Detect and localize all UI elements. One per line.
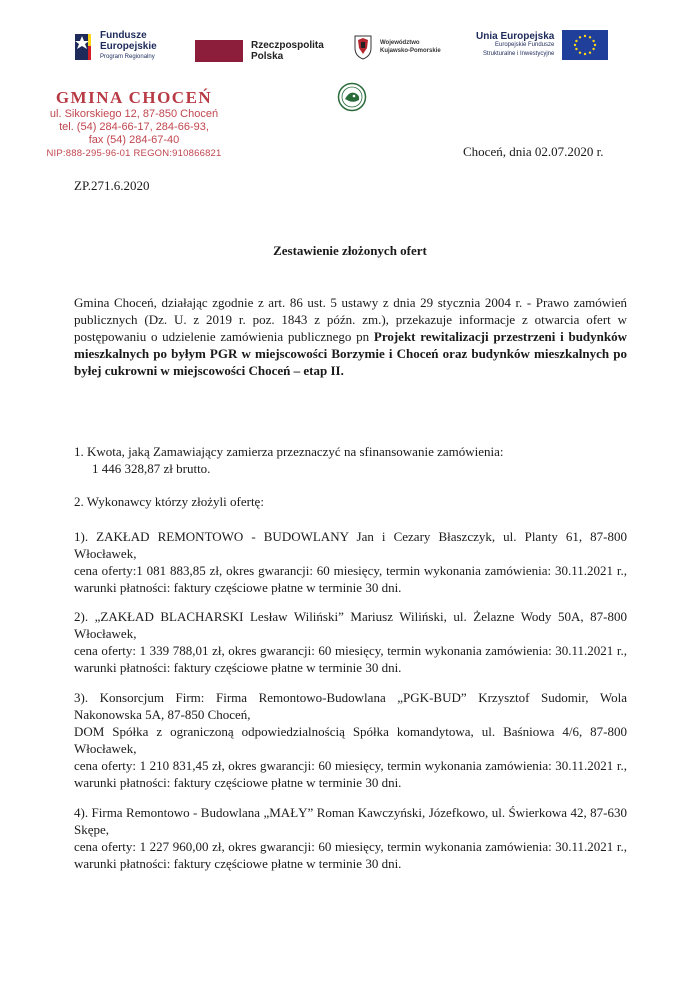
rp-line1: Rzeczpospolita (251, 40, 324, 51)
kujawsko-pomorskie-logo (352, 34, 441, 60)
reference-number: ZP.271.6.2020 (74, 178, 150, 193)
offer-4-name: 4). Firma Remontowo - Budowlana „MAŁY” Roman Kawczyński, Józefkowo, ul. Świerkowa 42, 87-630 Skępe, (74, 805, 627, 837)
document-date: Choceń, dnia 02.07.2020 r. (463, 144, 604, 159)
unia-europejska-logo (476, 30, 608, 60)
kp-line1: Województwo (380, 40, 420, 46)
kp-line2: Kujawsko-Pomorskie (380, 48, 441, 54)
gmina-stamp (34, 88, 234, 160)
offer-3-price: cena oferty: 1 210 831,45 zł, okres gwarancji: 60 miesięcy, termin wykonania zamówienia: 30.11.2021 r., warunki płatności: faktury częściowe płatne w terminie 30 dni. (74, 758, 627, 790)
budget-text: 1. Kwota, jaką Zamawiający zamierza przeznaczyć na sfinansowanie zamówienia: (74, 444, 504, 459)
offer-1 (74, 528, 627, 596)
poland-flag-icon (195, 40, 243, 62)
stamp-ids: NIP:888-295-96-01 REGON:910866821 (46, 148, 222, 159)
gmina-emblem-icon (337, 82, 367, 112)
intro-text: Gmina Choceń, działając zgodnie z art. 86 ust. 5 ustawy z dnia 29 stycznia 2004 r. - Prawo zamówień publicznych (Dz. U. z 2019 r. poz. 1843 z późn. zm.), przekazuje informacje z otwarcia ofert w postępowaniu o udzielenie zamówienia publicznego pn (74, 295, 627, 344)
eu-flag-icon (562, 30, 608, 60)
offer-3 (74, 689, 627, 791)
intro-paragraph (74, 294, 627, 379)
ue-line3: Strukturalne i Inwestycyjne (482, 50, 555, 57)
budget-amount: 1 446 328,87 zł brutto. (92, 461, 211, 476)
fe-line2: Europejskie (100, 41, 157, 52)
fe-line1: Fundusze (100, 30, 147, 41)
rzeczpospolita-logo (195, 40, 324, 62)
kujawsko-pomorskie-crest-icon (352, 34, 374, 60)
contractors-heading: 2. Wykonawcy którzy złożyli ofertę: (74, 494, 264, 509)
logo-bar (0, 26, 700, 76)
offer-2 (74, 608, 627, 676)
fe-line3: Program Regionalny (100, 54, 155, 60)
offer-3-name: 3). Konsorcjum Firm: Firma Remontowo-Budowlana „PGK-BUD” Krzysztof Sudomir, Wola Nakonowska 5A, 87-850 Choceń, (74, 690, 627, 722)
fundusze-star-icon (72, 32, 94, 62)
budget-item (74, 443, 627, 477)
stamp-name: GMINA CHOCEŃ (55, 88, 213, 107)
offer-4 (74, 804, 627, 872)
project-name: Projekt rewitalizacji przestrzeni i budynków mieszkalnych po byłym PGR w miejscowości Borzymie i Choceń oraz budynków mieszkalnych po byłej cukrowni w miejscowości Choceń – etap II. (74, 329, 628, 378)
stamp-tel: tel. (54) 284-66-17, 284-66-93, (59, 121, 209, 133)
ue-line2: Europejskie Fundusze (494, 41, 555, 48)
offer-2-name: 2). „ZAKŁAD BLACHARSKI Lesław Wiliński” Mariusz Wiliński, ul. Żelazne Wody 50A, 87-800 Włocławek, (74, 609, 627, 641)
fundusze-europejskie-logo (72, 30, 157, 63)
offer-4-price: cena oferty: 1 227 960,00 zł, okres gwarancji: 60 miesięcy, termin wykonania zamówienia: 30.11.2021 r., warunki płatności: faktury częściowe płatne w terminie 30 dni. (74, 839, 627, 871)
document-title: Zestawienie złożonych ofert (273, 243, 427, 258)
offer-1-price: cena oferty:1 081 883,85 zł, okres gwarancji: 60 miesięcy, termin wykonania zamówienia: 30.11.2021 r., warunki płatności: faktury częściowe płatne w terminie 30 dni. (74, 563, 627, 595)
ue-line1: Unia Europejska (476, 30, 555, 42)
offer-1-name: 1). ZAKŁAD REMONTOWO - BUDOWLANY Jan i Cezary Błaszczyk, ul. Planty 61, 87-800 Włocławek, (74, 529, 627, 561)
offer-3-name2: DOM Spółka z ograniczoną odpowiedzialnością Spółka komandytowa, ul. Baśniowa 4/6, 87-800 Włocławek, (74, 724, 627, 756)
stamp-address: ul. Sikorskiego 12, 87-850 Choceń (49, 108, 219, 120)
offer-2-price: cena oferty: 1 339 788,01 zł, okres gwarancji: 60 miesięcy, termin wykonania zamówienia: 30.11.2021 r., warunki płatności: faktury częściowe płatne w terminie 30 dni. (74, 643, 627, 675)
stamp-fax: fax (54) 284-67-40 (88, 134, 180, 146)
rp-line2: Polska (251, 51, 284, 62)
